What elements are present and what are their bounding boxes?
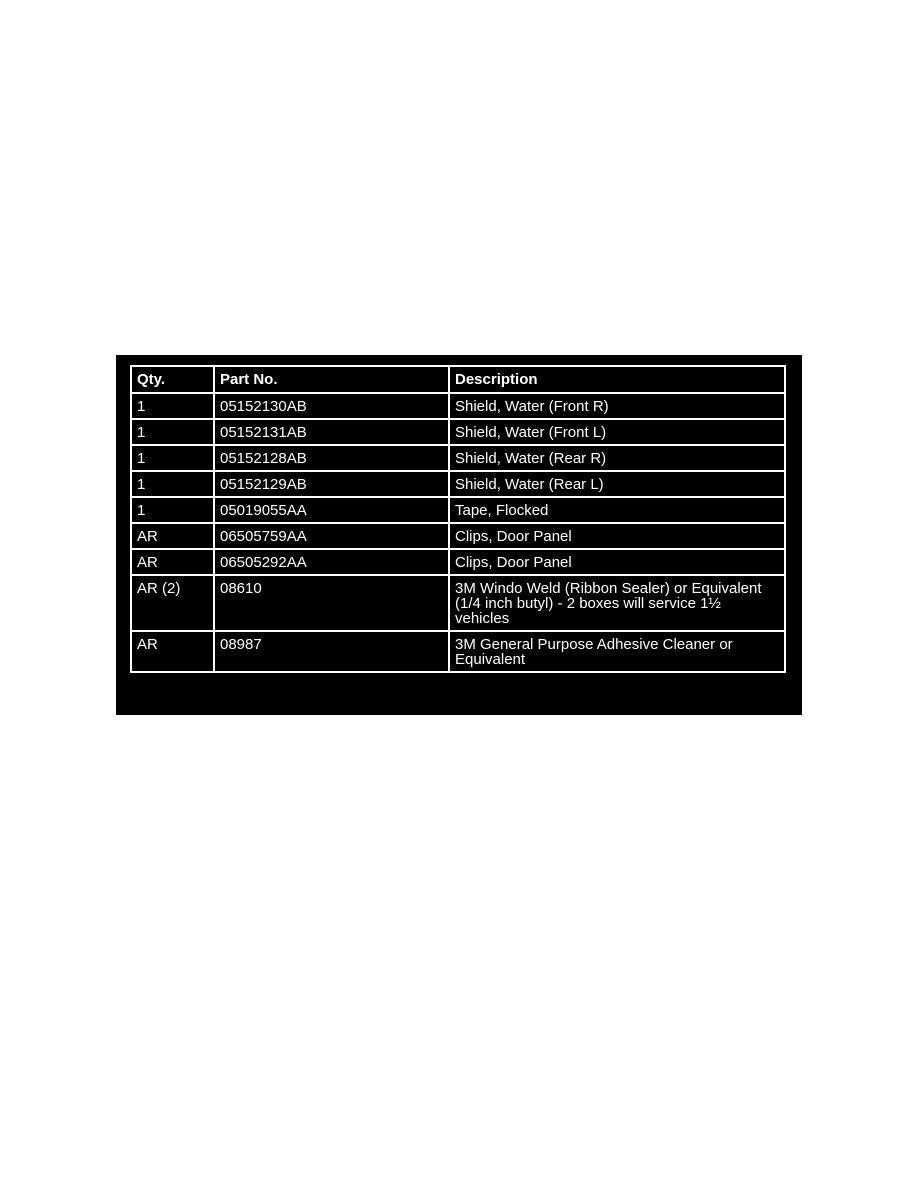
cell-part-no: 05152128AB: [214, 445, 449, 471]
table-header-row: [131, 366, 785, 393]
cell-description: Shield, Water (Rear R): [449, 445, 785, 471]
cell-part-no: 05152131AB: [214, 419, 449, 445]
table-row: [131, 575, 785, 631]
cell-description: Clips, Door Panel: [449, 549, 785, 575]
cell-description: Shield, Water (Rear L): [449, 471, 785, 497]
table-row: [131, 549, 785, 575]
cell-description: Shield, Water (Front L): [449, 419, 785, 445]
cell-description: Shield, Water (Front R): [449, 393, 785, 419]
cell-part-no: 08987: [214, 631, 449, 672]
cell-part-no: 05152130AB: [214, 393, 449, 419]
cell-description: Tape, Flocked: [449, 497, 785, 523]
parts-table: [130, 365, 786, 673]
header-description: Description: [449, 366, 785, 393]
table-row: [131, 419, 785, 445]
cell-part-no: 05019055AA: [214, 497, 449, 523]
cell-qty: AR: [131, 631, 214, 672]
cell-qty: AR: [131, 523, 214, 549]
header-part-no: Part No.: [214, 366, 449, 393]
cell-part-no: 05152129AB: [214, 471, 449, 497]
cell-qty: 1: [131, 393, 214, 419]
cell-description: Clips, Door Panel: [449, 523, 785, 549]
cell-qty: AR: [131, 549, 214, 575]
table-row: [131, 523, 785, 549]
table-row: [131, 445, 785, 471]
table-row: [131, 471, 785, 497]
cell-part-no: 08610: [214, 575, 449, 631]
header-qty: Qty.: [131, 366, 214, 393]
cell-qty: 1: [131, 445, 214, 471]
cell-part-no: 06505292AA: [214, 549, 449, 575]
cell-qty: 1: [131, 419, 214, 445]
table-row: [131, 393, 785, 419]
cell-part-no: 06505759AA: [214, 523, 449, 549]
table-row: [131, 631, 785, 672]
cell-description: 3M General Purpose Adhesive Cleaner or Equivalent: [449, 631, 785, 672]
cell-qty: AR (2): [131, 575, 214, 631]
cell-description: 3M Windo Weld (Ribbon Sealer) or Equivalent (1/4 inch butyl) - 2 boxes will service 1½ vehicles: [449, 575, 785, 631]
cell-qty: 1: [131, 497, 214, 523]
cell-qty: 1: [131, 471, 214, 497]
table-row: [131, 497, 785, 523]
